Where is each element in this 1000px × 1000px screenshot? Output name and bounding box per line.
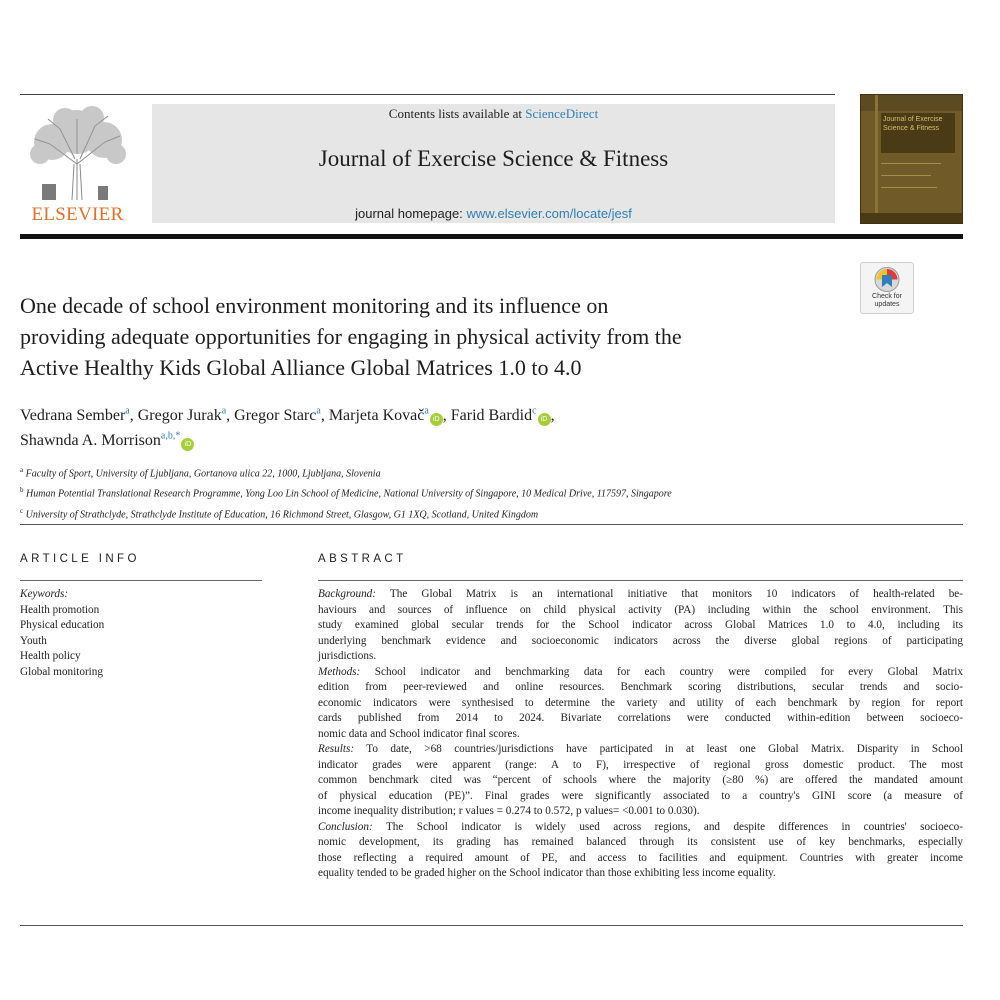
abstract-rule (318, 580, 963, 581)
affiliation (20, 503, 950, 523)
publisher-wordmark[interactable]: ELSEVIER (31, 204, 124, 225)
author-separator: , (442, 407, 451, 424)
author-name[interactable]: Vedrana Sember (20, 407, 126, 424)
affiliation (20, 462, 950, 482)
abstract-line: underlying benchmark evidence and socioeconomic indicators across the diverse global regions of participating (318, 634, 963, 647)
affiliation-mark[interactable]: c (532, 405, 537, 417)
article-info-heading: ARTICLE INFO (20, 553, 140, 565)
author-separator: , (550, 407, 555, 424)
affiliation-text: Faculty of Sport, University of Ljubljana, Gortanova ulica 22, 1000, Ljubljana, Slovenia (25, 468, 381, 480)
abstract-line: nomic data and School indicator final scores. (318, 727, 520, 740)
abstract-text: The Global Matrix is an international initiative that monitors 10 indicators of health-related be- (376, 588, 963, 600)
affiliation-list (20, 462, 950, 523)
abstract-line: income inequality distribution; r values = 0.274 to 0.572, p values= <0.001 to 0.030). (318, 805, 700, 817)
author[interactable] (329, 407, 443, 424)
author-line (20, 428, 850, 453)
abstract-line (318, 742, 963, 758)
title-line: One decade of school environment monitoring and its influence on (20, 293, 609, 318)
abstract-line (318, 587, 963, 603)
check-updates-line1: Check for (872, 293, 902, 300)
abstract-text: School indicator and benchmarking data for each country were compiled for every Global Matrix (360, 665, 963, 678)
conclusion-label: Conclusion: (318, 820, 373, 833)
abstract-line: of physical education (PE)”. Final grades were significantly associated to a country's GINI score (a measure of (318, 789, 963, 802)
author[interactable] (451, 407, 551, 424)
affiliation-mark[interactable]: a,b,* (160, 430, 181, 442)
header-thick-rule (20, 234, 963, 239)
article-title (20, 290, 850, 383)
author-separator: , (129, 407, 138, 424)
journal-cover-thumbnail[interactable] (860, 94, 963, 224)
affiliation (20, 482, 950, 502)
methods-label: Methods: (318, 665, 361, 678)
abstract-body (318, 587, 963, 882)
author[interactable] (138, 407, 226, 424)
background-label: Background: (318, 588, 376, 600)
article-info-rule (20, 580, 262, 581)
title-line: Active Healthy Kids Global Alliance Global Matrices 1.0 to 4.0 (20, 355, 582, 380)
keyword[interactable]: Health policy (20, 650, 81, 662)
cover-rule (881, 187, 937, 188)
affiliation-mark[interactable]: a (316, 405, 321, 417)
check-for-updates-button[interactable] (860, 262, 914, 314)
author[interactable] (20, 407, 130, 424)
cover-rule (881, 175, 931, 176)
abstract-line: equality tended to be graded higher on the School indicator than those exhibiting less income equality. (318, 867, 776, 879)
author-separator: , (226, 407, 235, 424)
journal-title[interactable]: Journal of Exercise Science & Fitness (318, 146, 669, 171)
author-separator: , (320, 407, 329, 424)
contents-available-line (152, 106, 835, 122)
affiliation-text: Human Potential Translational Research Programme, Yong Loo Lin School of Medicine, National University of Singapore, 10 Medical Drive, 117597, Singapore (26, 488, 672, 500)
cover-title: Journal of Exercise Science & Fitness (881, 113, 955, 153)
abstract-line: edition from peer-reviewed and online resources. Benchmark scoring distributions, secular trends and socio- (318, 681, 963, 693)
abstract-line (318, 665, 963, 681)
abstract-heading: ABSTRACT (318, 553, 407, 565)
author-name[interactable]: Gregor Starc (234, 407, 317, 424)
homepage-prefix: journal homepage: (355, 206, 463, 221)
cover-footer (861, 213, 962, 223)
abstract-line: economic indicators were synthesised to determine the variety and utility of each benchmark by region for report (318, 696, 963, 709)
cover-rule (881, 163, 941, 164)
affiliation-text: University of Strathclyde, Strathclyde Institute of Education, 16 Richmond Street, Glasgow, G1 1XQ, Scotland, United Kingdom (25, 508, 539, 520)
check-updates-icon (873, 266, 901, 293)
check-updates-line2: updates (874, 301, 900, 308)
results-label: Results: (318, 743, 355, 755)
orcid-icon[interactable]: iD (181, 438, 194, 451)
header-top-rule (20, 94, 835, 95)
journal-masthead (152, 104, 835, 223)
keyword[interactable]: Global monitoring (20, 665, 103, 678)
abstract-line: indicator grades were apparent (range: A to F), irrespective of regional gross domestic product. The most (318, 758, 963, 771)
affiliation-mark[interactable]: a (125, 405, 130, 417)
contents-prefix: Contents lists available at (388, 106, 523, 121)
affiliation-mark[interactable]: a (424, 405, 429, 417)
orcid-icon[interactable]: iD (430, 413, 443, 426)
abstract-line: nomic development, its grading has remained balanced through its consistent use of key benchmarks, especially (318, 836, 963, 848)
author[interactable] (20, 432, 194, 449)
abstract-text: The School indicator is widely used across regions, and despite differences in countries' socioeco- (372, 820, 963, 833)
author-line (20, 403, 850, 428)
sciencedirect-link[interactable]: ScienceDirect (525, 106, 599, 121)
journal-homepage-link[interactable]: www.elsevier.com/locate/jesf (466, 206, 632, 221)
title-line: providing adequate opportunities for engaging in physical activity from the (20, 324, 682, 349)
affiliation-mark: b (20, 486, 24, 495)
section-divider (20, 524, 963, 525)
journal-homepage-line (152, 206, 835, 221)
abstract-line: jurisdictions. (318, 650, 377, 662)
author-name[interactable]: Farid Bardid (450, 407, 533, 424)
check-updates-label (861, 293, 913, 309)
keywords-label: Keywords: (20, 588, 69, 600)
cover-stripe (875, 95, 878, 223)
author-name[interactable]: Marjeta Kovač (328, 407, 425, 424)
author-list (20, 403, 850, 453)
abstract-text: To date, >68 countries/jurisdictions have participated in at least one Global Matrix. Disparity in School (354, 743, 963, 755)
orcid-icon[interactable]: iD (538, 413, 551, 426)
keyword[interactable]: Health promotion (20, 603, 100, 616)
keyword[interactable]: Youth (20, 634, 47, 647)
bottom-rule (20, 925, 963, 926)
author-name[interactable]: Gregor Jurak (137, 407, 222, 424)
author-name[interactable]: Shawnda A. Morrison (20, 432, 161, 449)
abstract-line: common benchmark cited was “percent of schools where the majority (≥80 %) are offered the mandated amount (318, 774, 963, 786)
abstract-line: study examined global secular trends for the School indicator across Global Matrices 1.0 to 4.0, including its (318, 619, 963, 631)
affiliation-mark[interactable]: a (221, 405, 227, 417)
abstract-line (318, 820, 963, 836)
keyword[interactable]: Physical education (20, 619, 105, 631)
affiliation-mark: a (20, 466, 24, 474)
keywords-block (20, 587, 260, 680)
abstract-line: those reflecting a required amount of PE, and access to facilities and equipment. Countries with greater income (318, 851, 963, 864)
author[interactable] (234, 407, 321, 424)
abstract-line: cards published from 2014 to 2024. Bivariate correlations were conducted within-edition between socioeco- (318, 712, 963, 724)
affiliation-mark: c (20, 506, 24, 515)
abstract-line: haviours and sources of influence on child physical activity (PA) including within the school environment. This (318, 603, 963, 616)
